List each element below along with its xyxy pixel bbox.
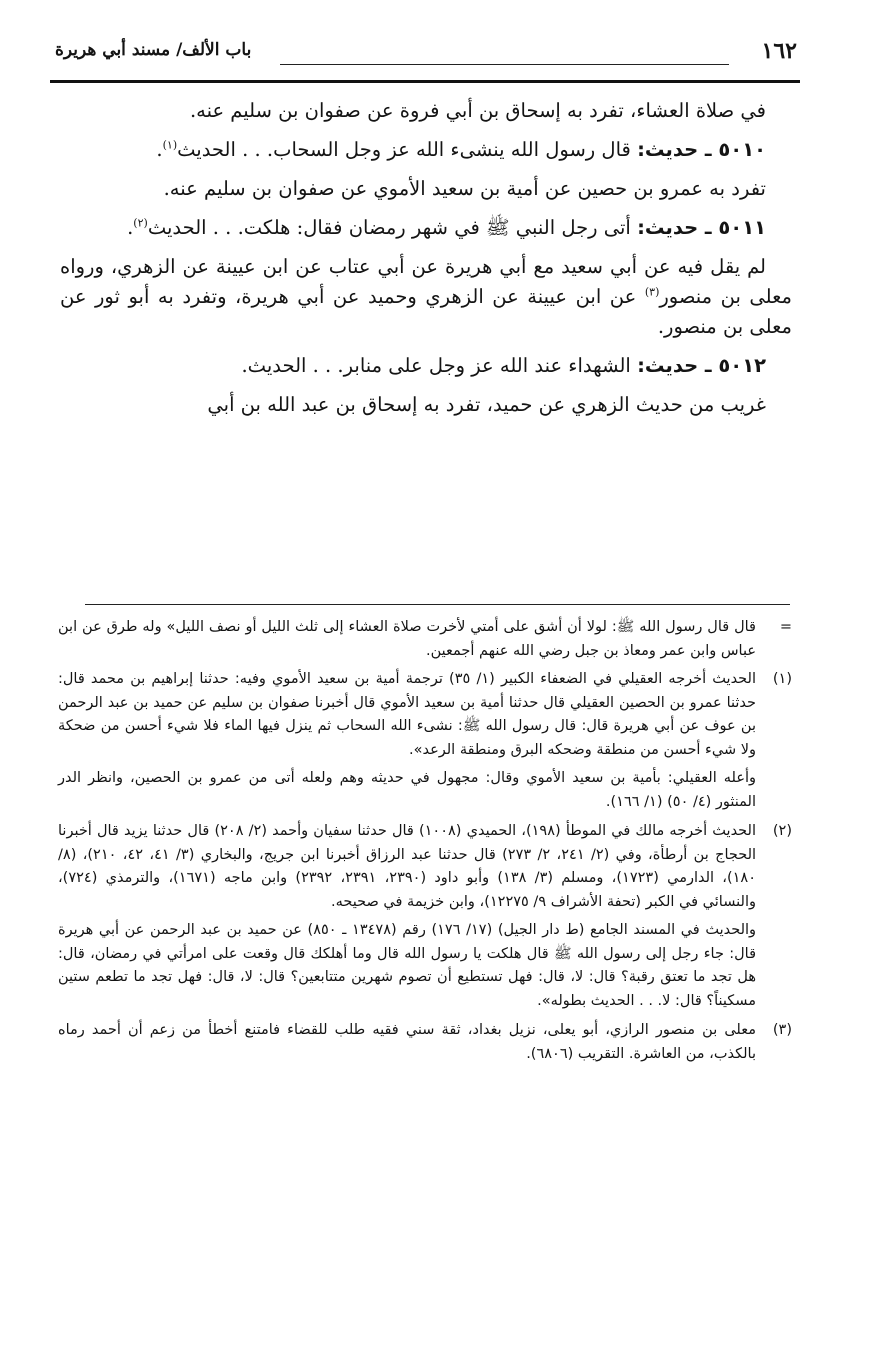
footnote-continued bbox=[58, 616, 792, 663]
hadith-number-5010: ٥٠١٠ ـ حديث: bbox=[637, 138, 766, 161]
footnote-3-mark: (٣) bbox=[772, 1022, 792, 1038]
footnote-1-continuation bbox=[58, 767, 756, 814]
footnote-2-continuation-text: والحديث في المسند الجامع (ط دار الجيل) (١٧/ ١٧٦) رقم (١٣٤٧٨ ـ ٨٥٠) عن حميد بن عبد الرحمن عن أبي هريرة قال: جاء رجل إلى رسول الله ﷺ قال هلكت يا رسول الله قال وما أهلكك قال وقعت على امرأتي في رمضان، قال: هل تجد ما تعتق رقبة؟ قال: لا، قال: فهل تستطيع أن تصوم شهرين متتابعين؟ قال: لا، قال: فهل تجد ما تطعم ستين مسكيناً؟ قال: لا. . . الحديث بطوله». bbox=[58, 922, 757, 1009]
chapter-title: باب الألف/ مسند أبي هريرة bbox=[55, 40, 252, 60]
header-dash bbox=[280, 64, 729, 65]
footnote-continued-text: قال قال رسول الله ﷺ: لولا أن أشق على أمتي لأخرت صلاة العشاء إلى ثلث الليل أو نصف الليل» وله طرق عن ابن عباس وابن عمر ومعاذ بن جبل رضي الله عنهم أجمعين. bbox=[58, 619, 756, 659]
page-number: ١٦٢ bbox=[761, 38, 797, 64]
footnote-ref-3[interactable]: (٣) bbox=[644, 285, 660, 299]
footnote-ref-2[interactable]: (٢) bbox=[133, 216, 148, 230]
footnote-1 bbox=[58, 668, 792, 762]
footnote-2-text: الحديث أخرجه مالك في الموطأ (١٩٨)، الحميدي (١٠٠٨) قال حدثنا سفيان وأحمد (٢/ ٢٠٨) قال حدثنا يزيد قال أخبرنا الحجاج بن أرطأة، وفي (٢/ ٢٤١، ٢/ ٢٧٣) قال حدثنا عبد الرزاق أخبرنا ابن جريج، والبخاري (٣/ ٤١، ٤٢، ٢١٠)، (٨/ ١٨٠)، الدارمي (١٧٢٣)، ومسلم (٣/ ١٣٨) وأبو داود (٢٣٩٠، ٢٣٩١، ٢٣٩٢) وابن ماجه (١٦٧١)، والترمذي (٧٢٤)، والنسائي في الكبر (تحفة الأشراف ٩/ ١٢٢٧٥)، وابن خزيمة في صحيحه. bbox=[58, 823, 757, 910]
hadith-text-5012: الشهداء عند الله عز وجل على منابر. . . الحديث. bbox=[241, 354, 631, 377]
running-header bbox=[55, 38, 797, 74]
paragraph-2: تفرد به عمرو بن حصين عن أمية بن سعيد الأموي عن صفوان بن سليم عنه. bbox=[163, 177, 766, 200]
footnote-2-mark: (٢) bbox=[772, 823, 792, 839]
paragraph-1: في صلاة العشاء، تفرد به إسحاق بن أبي فروة عن صفوان بن سليم عنه. bbox=[189, 99, 766, 122]
continuation-mark: = bbox=[779, 619, 792, 635]
paragraph-3 bbox=[60, 252, 792, 342]
hadith-5010: ٥٠١٠ ـ حديث: قال رسول الله ينشىء الله عز وجل السحاب. . . الحديث$^{(١)}$. bbox=[156, 138, 766, 161]
hadith-number-5012: ٥٠١٢ ـ حديث: bbox=[637, 354, 766, 377]
footnote-1-text: الحديث أخرجه العقيلي في الضعفاء الكبير (١/ ٣٥) ترجمة أمية بن سعيد الأموي وفيه: حدثنا إبراهيم بن محمد قال: حدثنا عمرو بن الحصين العقيلي قال حدثنا أمية بن سعيد الأموي قال أخبرنا صفوان بن سليم عن حميد بن عبد الرحمن بن عوف عن أبي هريرة قال: قال رسول الله ﷺ: نشىء الله السحاب ثم ينزل فيها الماء فلا شيء أحسن من ضحكة ولا شيء أحسن من منطقة وضحكه البرق ومنطقة الرعد». bbox=[58, 671, 756, 758]
footnote-2-continuation bbox=[58, 919, 756, 1013]
footnote-separator bbox=[85, 604, 790, 605]
footnote-1-mark: (١) bbox=[772, 671, 792, 687]
paragraph-3-b: عن ابن عيينة عن الزهري وحميد عن أبي هريرة، وتفرد به أبو ثور عن معلى بن منصور. bbox=[60, 285, 792, 338]
footnote-1-continuation-text: وأعله العقيلي: بأمية بن سعيد الأموي وقال: مجهول في حديثه وهم ولعله أتى من عمرو بن الحصين، وانظر الدر المنثور (٤/ ٥٠) (١/ ١٦٦). bbox=[58, 770, 756, 810]
hadith-5011: ٥٠١١ ـ حديث: أتى رجل النبي ﷺ في شهر رمضان فقال: هلكت. . . الحديث$^{(٢)}$. bbox=[127, 216, 766, 239]
header-rule bbox=[50, 80, 800, 83]
paragraph-4: غريب من حديث الزهري عن حميد، تفرد به إسحاق بن عبد الله بن أبي bbox=[207, 393, 766, 416]
hadith-tail-5011: الحديث bbox=[147, 216, 207, 239]
footnote-ref-1[interactable]: (١) bbox=[162, 138, 178, 152]
hadith-5012 bbox=[60, 351, 792, 381]
footnotes bbox=[58, 616, 792, 1071]
paragraph-3-a: لم يقل فيه عن أبي سعيد مع أبي هريرة عن أبي عتاب عن ابن عيينة عن الزهري، ورواه معلى بن منصور bbox=[60, 255, 792, 308]
footnote-3-text: معلى بن منصور الرازي، أبو يعلى، نزيل بغداد، ثقة سني فقيه طلب للقضاء فامتنع أخطأ من زعم أن أحمد رماه بالكذب، من العاشرة. التقريب (٦٨٠٦). bbox=[58, 1022, 756, 1062]
main-text bbox=[60, 96, 792, 429]
footnote-2 bbox=[58, 820, 792, 914]
footnote-3 bbox=[58, 1019, 792, 1066]
hadith-tail-5010: الحديث bbox=[177, 138, 236, 161]
hadith-text-5011: أتى رجل النبي ﷺ في شهر رمضان فقال: هلكت. . . bbox=[212, 216, 631, 239]
hadith-number-5011: ٥٠١١ ـ حديث: bbox=[637, 216, 766, 239]
hadith-text-5010: قال رسول الله ينشىء الله عز وجل السحاب. . . bbox=[242, 138, 631, 161]
